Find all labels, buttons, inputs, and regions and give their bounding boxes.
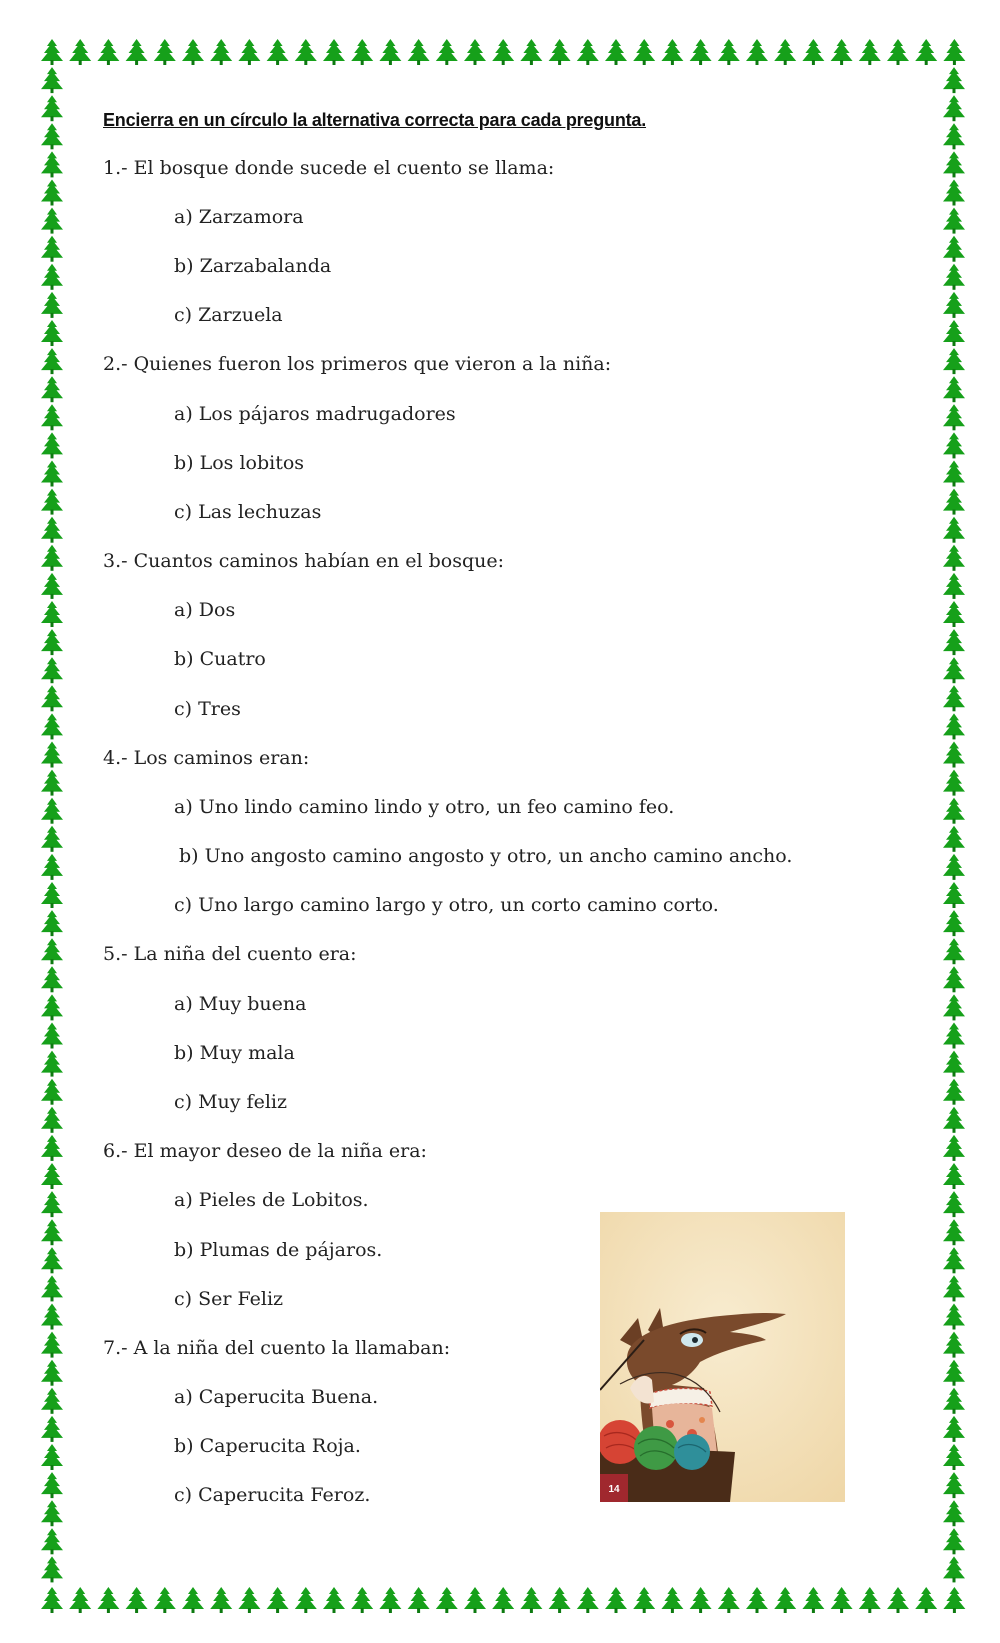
question-3: 3.- Cuantos caminos habían en el bosque: bbox=[103, 550, 505, 572]
option-5b: b) Muy mala bbox=[174, 1042, 295, 1064]
option-3c: c) Tres bbox=[174, 698, 241, 720]
option-5c: c) Muy feliz bbox=[174, 1091, 287, 1113]
question-1: 1.- El bosque donde sucede el cuento se llama: bbox=[103, 157, 555, 179]
question-5: 5.- La niña del cuento era: bbox=[103, 943, 357, 965]
option-4b: b) Uno angosto camino angosto y otro, un ancho camino ancho. bbox=[179, 845, 793, 867]
option-1b: b) Zarzabalanda bbox=[174, 255, 332, 277]
option-6b: b) Plumas de pájaros. bbox=[174, 1239, 383, 1261]
instruction-heading: Encierra en un círculo la alternativa correcta para cada pregunta. bbox=[103, 110, 647, 130]
option-4a: a) Uno lindo camino lindo y otro, un feo camino feo. bbox=[174, 796, 675, 818]
option-6c: c) Ser Feliz bbox=[174, 1288, 284, 1310]
option-2c: c) Las lechuzas bbox=[174, 501, 322, 523]
question-2: 2.- Quienes fueron los primeros que vieron a la niña: bbox=[103, 353, 612, 375]
question-6: 6.- El mayor deseo de la niña era: bbox=[103, 1140, 427, 1162]
option-4c: c) Uno largo camino largo y otro, un corto camino corto. bbox=[174, 894, 719, 916]
wolf-illustration bbox=[600, 1212, 845, 1502]
option-5a: a) Muy buena bbox=[174, 993, 307, 1015]
option-2a: a) Los pájaros madrugadores bbox=[174, 403, 456, 425]
option-1a: a) Zarzamora bbox=[174, 206, 304, 228]
question-7: 7.- A la niña del cuento la llamaban: bbox=[103, 1337, 451, 1359]
option-3a: a) Dos bbox=[174, 599, 236, 621]
page-number: 14 bbox=[608, 1484, 620, 1495]
option-7c: c) Caperucita Feroz. bbox=[174, 1484, 371, 1506]
yarn-ball-teal bbox=[674, 1434, 710, 1470]
yarn-ball-green bbox=[634, 1426, 678, 1470]
question-4: 4.- Los caminos eran: bbox=[103, 747, 310, 769]
option-6a: a) Pieles de Lobitos. bbox=[174, 1189, 369, 1211]
option-3b: b) Cuatro bbox=[174, 648, 266, 670]
option-2b: b) Los lobitos bbox=[174, 452, 305, 474]
option-1c: c) Zarzuela bbox=[174, 304, 283, 326]
option-7b: b) Caperucita Roja. bbox=[174, 1435, 361, 1457]
option-7a: a) Caperucita Buena. bbox=[174, 1386, 379, 1408]
